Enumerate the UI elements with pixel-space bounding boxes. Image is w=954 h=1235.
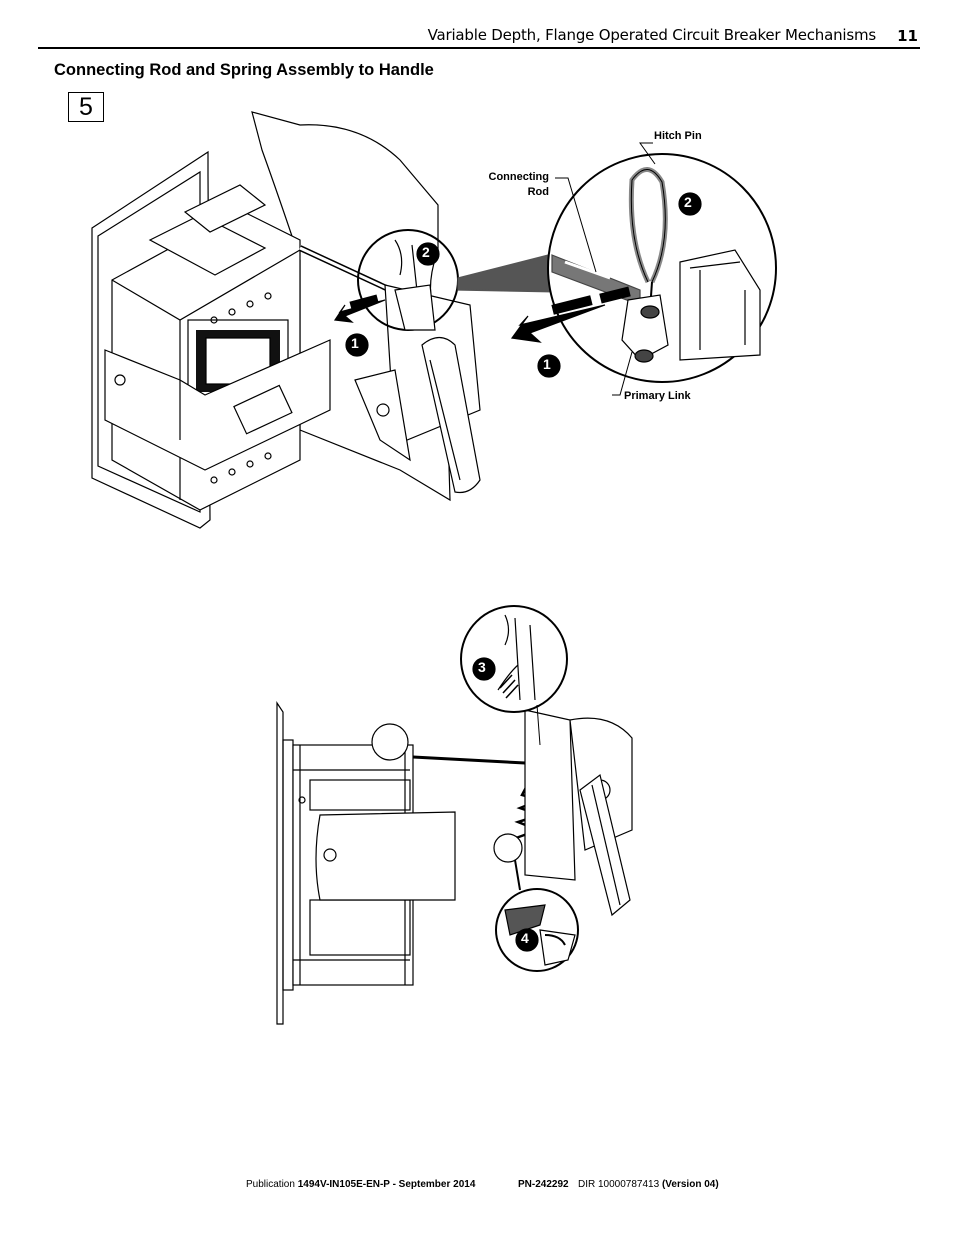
label-rod: Rod (527, 186, 549, 198)
footer-publication-number: 1494V-IN105E-EN-P - September 2014 (297, 1179, 476, 1190)
side-plate (277, 703, 283, 1024)
footer-dir-label: DIR 10000787413 (578, 1179, 660, 1190)
marker-1-left-label: 1 (351, 335, 359, 351)
marker-1-detail-label: 1 (543, 356, 551, 372)
footer-pn-value: PN-242292 (518, 1179, 569, 1190)
label-connecting: Connecting (488, 171, 549, 183)
label-primary-link: Primary Link (624, 390, 691, 402)
label-hitch-pin: Hitch Pin (654, 130, 702, 142)
footer-publication-label: Publication (246, 1179, 295, 1190)
footer-dir (578, 1179, 719, 1190)
marker-2-small-label: 2 (422, 244, 430, 260)
section-heading: Connecting Rod and Spring Assembly to Handle (54, 61, 434, 79)
page-number: 11 (897, 27, 918, 45)
step-number-box: 5 (68, 92, 104, 122)
detail-circle-3 (461, 606, 567, 712)
footer-version: (Version 04) (661, 1179, 719, 1190)
side-rod (413, 757, 525, 763)
marker-4-label: 4 (521, 930, 529, 946)
marker-2-large-label: 2 (684, 194, 692, 210)
handle-mount (525, 710, 575, 880)
marker-3-label: 3 (478, 659, 486, 675)
footer-publication (246, 1179, 475, 1190)
header-title: Variable Depth, Flange Operated Circuit Breaker Mechanisms (427, 26, 876, 44)
footer-pn (518, 1179, 569, 1190)
side-bracket (316, 812, 455, 900)
